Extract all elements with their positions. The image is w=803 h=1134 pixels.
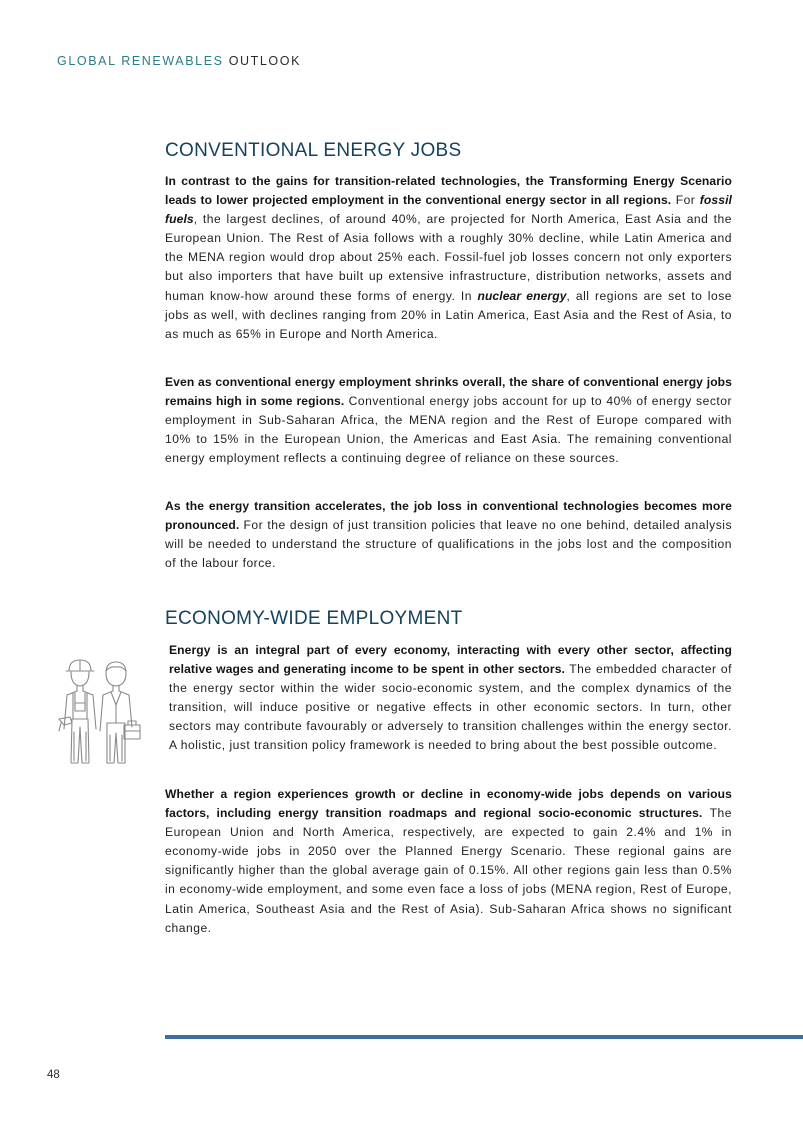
running-header-rest: OUTLOOK [228, 54, 302, 68]
paragraph-lead: Even as conventional energy employment shrinks overall, the share of conventional energy jobs remains high in some regions. [165, 375, 732, 409]
paragraph-text: For the design of just transition policies that leave no one behind, detailed analysis will be needed to understand the structure of qualifications in the jobs lost and the composition of the labour force. [165, 518, 732, 571]
paragraph-text: The embedded character of the energy sector within the wider socio-economic system, and the complex dynamics of the transition, will induce positive or negative effects in other economic sectors. In turn, other sectors may contribute favourably or adversely to transition challenges within the energy sector. A holistic, just transition policy framework is needed to bring about the best possible outcome. [169, 662, 732, 753]
section-title-conventional-energy-jobs: CONVENTIONAL ENERGY JOBS [165, 140, 462, 161]
paragraph-text: The European Union and North America, respectively, are expected to gain 2.4% and 1% in economy-wide jobs in 2050 over the Planned Energy Scenario. These regional gains are significantly higher than the global average gain of 0.15%. All other regions gain less than 0.5% in economy-wide employment, and some even face a loss of jobs (MENA region, Rest of Europe, Latin America, Southeast Asia and the Rest of Asia). Sub-Saharan Africa shows no significant change. [165, 806, 733, 935]
paragraph-lead: In contrast to the gains for transition-related technologies, the Transforming Energy Scenario leads to lower projected employment in the conventional energy sector in all regions. [165, 174, 732, 208]
paragraph-conventional-share [165, 373, 732, 468]
paragraph-fossil-nuclear [165, 172, 732, 344]
paragraph-text: Conventional energy jobs account for up to 40% of energy sector employment in Sub-Saharan Africa, the MENA region and the Rest of Europe compared with 10% to 15% in the European Union, the Americas and East Asia. The remaining conventional energy employment reflects a continuing degree of reliance on these sources. [165, 394, 732, 466]
emphasis-nuclear-energy: nuclear energy [477, 288, 567, 303]
paragraph-lead: Energy is an integral part of every economy, interacting with every other sector, affecting relative wages and generating income to be spent in other sectors. [169, 643, 732, 677]
paragraph-job-loss [165, 497, 732, 573]
running-header [57, 53, 301, 69]
workers-icon [56, 657, 146, 767]
paragraph-lead: Whether a region experiences growth or decline in economy-wide jobs depends on various factors, including energy transition roadmaps and regional socio-economic structures. [165, 787, 732, 821]
paragraph-energy-integral [169, 641, 732, 756]
footer-rule [165, 1035, 803, 1039]
running-header-accent: GLOBAL RENEWABLES [57, 54, 224, 68]
paragraph-regional-growth [165, 785, 732, 938]
paragraph-text: , the largest declines, of around 40%, are projected for North America, East Asia and the European Union. The Rest of Asia follows with a roughly 30% decline, while Latin America and the MENA region would drop about 25% each. Fossil-fuel job losses concern not only exporters but also importers that have built up extensive infrastructure, distribution networks, assets and human know-how around these forms of energy. In [165, 212, 732, 303]
section-title-economy-wide-employment: ECONOMY-WIDE EMPLOYMENT [165, 608, 463, 629]
paragraph-text: For [671, 193, 700, 208]
page-number: 48 [47, 1069, 60, 1081]
paragraph-lead: As the energy transition accelerates, the job loss in conventional technologies becomes more pronounced. [165, 499, 732, 533]
paragraph-text: , all regions are set to lose jobs as well, with declines ranging from 20% in Latin America, East Asia and the Rest of Asia, to as much as 65% in Europe and North America. [165, 288, 732, 341]
emphasis-fossil-fuels: fossil fuels [165, 193, 732, 227]
